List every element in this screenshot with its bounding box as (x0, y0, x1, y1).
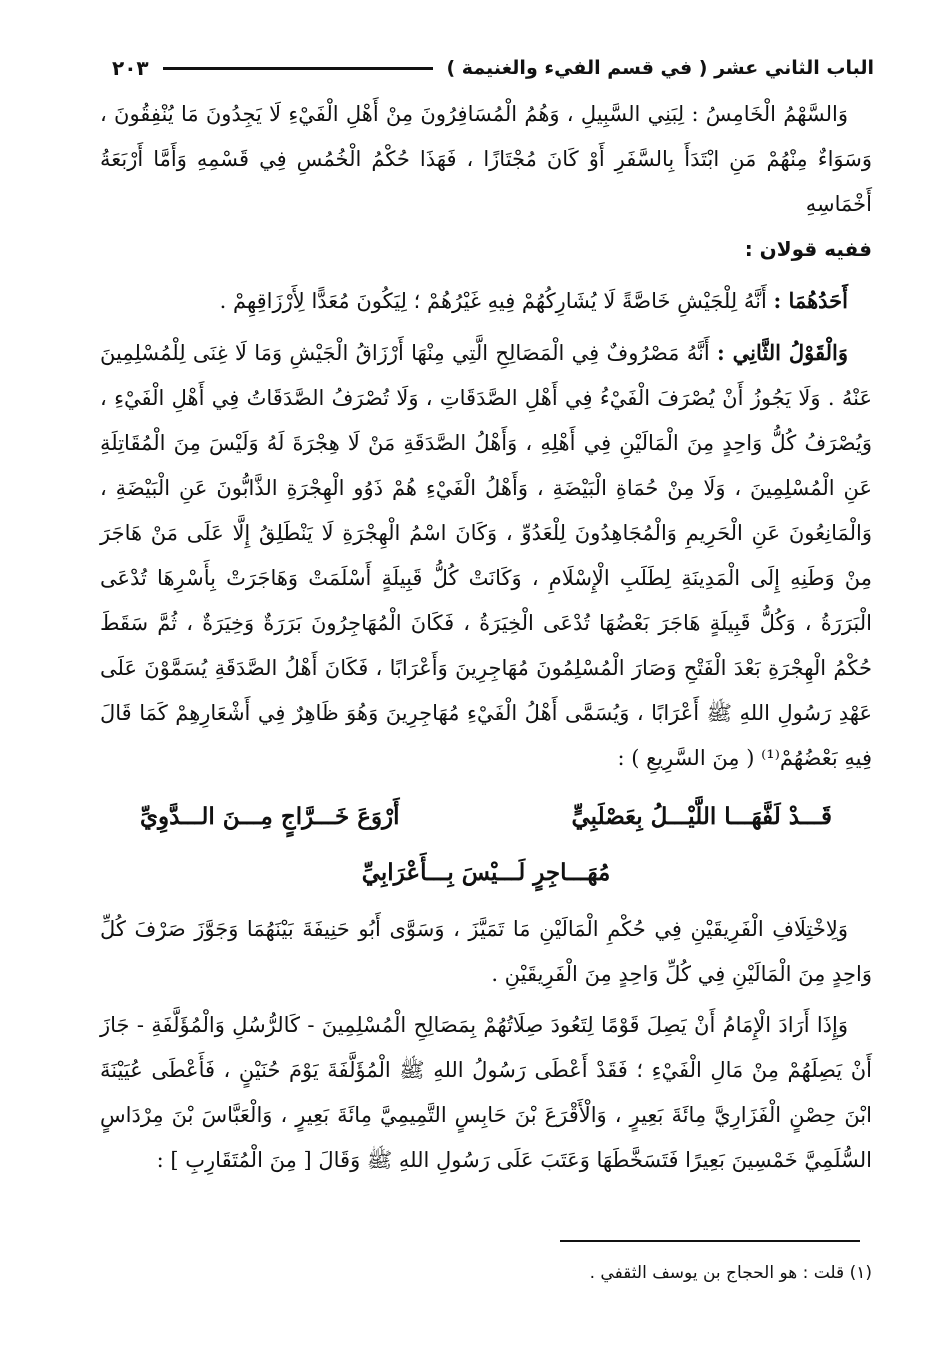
second-opinion-label: وَالْقَوْلُ الثَّانِي : (716, 340, 848, 365)
paragraph-imam-gifts: وَإِذَا أَرَادَ الْإِمَامُ أَنْ يَصِلَ قَوْمًا لِتَعُودَ صِلَاتُهُمْ بِمَصَالِحِ الْمُسْلِمِينَ - كَالرُّسُلِ وَالْمُؤَلَّفَةِ - جَازَ أَنْ يَصِلَهُمْ مِنْ مَالِ الْفَيْءِ ؛ فَقَدْ أَعْطَى رَسُولُ اللهِ ﷺ الْمُؤَلَّفَةَ يَوْمَ حُنَيْنٍ ، فَأَعْطَى عُيَيْنَةَ ابْنَ حِصْنٍ الْفَزَارِيَّ مِائَةَ بَعِيرٍ ، وَالْأَقْرَعَ بْنَ حَابِسٍ التَّمِيمِيَّ مِائَةَ بَعِيرٍ ، وَالْعَبَّاسَ بْنَ مِرْدَاسٍ السُّلَمِيَّ خَمْسِينَ بَعِيرًا فَتَسَخَّطَهَا وَعَتَبَ عَلَى رَسُولِ اللهِ ﷺ وَقَالَ [ مِنَ الْمُتَقَارِبِ ] : (100, 1013, 872, 1172)
poem-hemistich-2: أَرْوَعَ خَـــرَّاجٍ مِـــنَ الـــدَّوِيِّ (140, 803, 400, 830)
paragraph-text: وَالسَّهْمُ الْخَامِسُ : لِبَنِي السَّبِيلِ ، وَهُمُ الْمُسَافِرُونَ مِنْ أَهْلِ الْفَيْءِ لَا يَجِدُونَ مَا يُنْفِقُونَ ، وَسَوَاءٌ مِنْهُمْ مَنِ ابْتَدَأَ بِالسَّفَرِ أَوْ كَانَ مُجْتَازًا ، فَهَذَا حُكْمُ الْخُمُسِ فِي قَسْمِهِ وَأَمَّا أَرْبَعَةُ أَخْمَاسِهِ (100, 102, 872, 216)
poem-block (100, 789, 872, 901)
footnote-separator (560, 1240, 860, 1242)
first-opinion-label: أَحَدُهُمَا : (773, 288, 848, 313)
footnote: (١) قلت : هو الحجاج بن يوسف الثقفي . (589, 1263, 872, 1283)
paragraph-text: أَنَّهُ مَصْرُوفٌ فِي الْمَصَالِحِ الَّتِي مِنْهَا أَرْزَاقُ الْجَيْشِ وَمَا لَا غِنَى لِلْمُسْلِمِينَ عَنْهُ . وَلَا يَجُوزُ أَنْ يُصْرَفَ الْفَيْءُ فِي أَهْلِ الصَّدَقَاتِ ، وَلَا تُصْرَفُ الصَّدَقَاتُ فِي أَهْلِ الْفَيْءِ ، وَيُصْرَفُ كُلُّ وَاحِدٍ مِنَ الْمَالَيْنِ فِي أَهْلِهِ ، وَأَهْلُ الصَّدَقَةِ مَنْ لَا هِجْرَةَ لَهُ وَلَيْسَ مِنَ الْمُقَاتِلَةِ عَنِ الْمُسْلِمِينَ ، وَلَا مِنْ حُمَاةِ الْبَيْضَةِ ، وَأَهْلُ الْفَيْءِ هُمْ ذَوُو الْهِجْرَةِ الذَّابُّونَ عَنِ الْبَيْضَةِ ، وَالْمَانِعُونَ عَنِ الْحَرِيمِ وَالْمُجَاهِدُونَ لِلْعَدُوِّ ، وَكَانَ اسْمُ الْهِجْرَةِ لَا يَنْطَلِقُ إِلَّا عَلَى مَنْ هَاجَرَ مِنْ وَطَنِهِ إِلَى الْمَدِينَةِ لِطَلَبِ الْإِسْلَامِ ، وَكَانَتْ كُلُّ قَبِيلَةٍ أَسْلَمَتْ وَهَاجَرَتْ بِأَسْرِهَا تُدْعَى الْبَرَرَةُ ، وَكُلُّ قَبِيلَةٍ هَاجَرَ بَعْضُهَا تُدْعَى الْخِيَرَةُ ، فَكَانَ الْمُهَاجِرُونَ بَرَرَةٌ وَخِيَرَةٌ ، ثُمَّ سَقَطَ حُكْمُ الْهِجْرَةِ بَعْدَ الْفَتْحِ وَصَارَ الْمُسْلِمُونَ مُهَاجِرِينَ وَأَعْرَابًا ، فَكَانَ أَهْلُ الصَّدَقَةِ يُسَمَّوْنَ عَلَى عَهْدِ رَسُولِ اللهِ ﷺ أَعْرَابًا ، وَيُسَمَّى أَهْلُ الْفَيْءِ مُهَاجِرِينَ وَهُوَ ظَاهِرٌ فِي أَشْعَارِهِمْ كَمَا قَالَ فِيهِ بَعْضُهُمْ⁽¹⁾ ( مِنَ السَّرِيعِ ) : (100, 341, 872, 770)
poem-verse-1 (100, 789, 872, 845)
page-header (112, 48, 874, 88)
paragraph-text: أَنَّهُ لِلْجَيْشِ خَاصَّةً لَا يُشَارِكُهُمْ فِيهِ غَيْرُهُمْ ؛ لِيَكُونَ مُعَدًّا لِأَرْزَاقِهِمْ . (219, 289, 767, 313)
paragraph-difference: وَلِاخْتِلَافِ الْفَرِيقَيْنِ فِي حُكْمِ الْمَالَيْنِ مَا تَمَيَّزَ ، وَسَوَّى أَبُو حَنِيفَةَ بَيْنَهُمَا وَجَوَّزَ صَرْفَ كُلِّ وَاحِدٍ مِنَ الْمَالَيْنِ فِي كُلِّ وَاحِدٍ مِنَ الْفَرِيقَيْنِ . (100, 917, 872, 986)
paragraph-first-opinion (100, 278, 872, 324)
poem-verse-2: مُهَـــاجِرٍ لَـــيْسَ بِـــأَعْرَابِيِّ (361, 859, 611, 886)
poem-hemistich-1: قَـــدْ لَفَّهَـــا اللَّيْـــلُ بِعَصْلَبِيٍّ (571, 803, 832, 830)
paragraph-second-opinion (100, 330, 872, 781)
paragraph-fifth-share (100, 92, 872, 227)
two-opinions-heading: ففيه قولان : (744, 237, 872, 261)
header-rule (163, 67, 433, 70)
page-number: ٢٠٣ (112, 56, 149, 80)
page-body (100, 92, 872, 1183)
chapter-title: الباب الثاني عشر ( في قسم الفيء والغنيمة ) (446, 57, 874, 79)
